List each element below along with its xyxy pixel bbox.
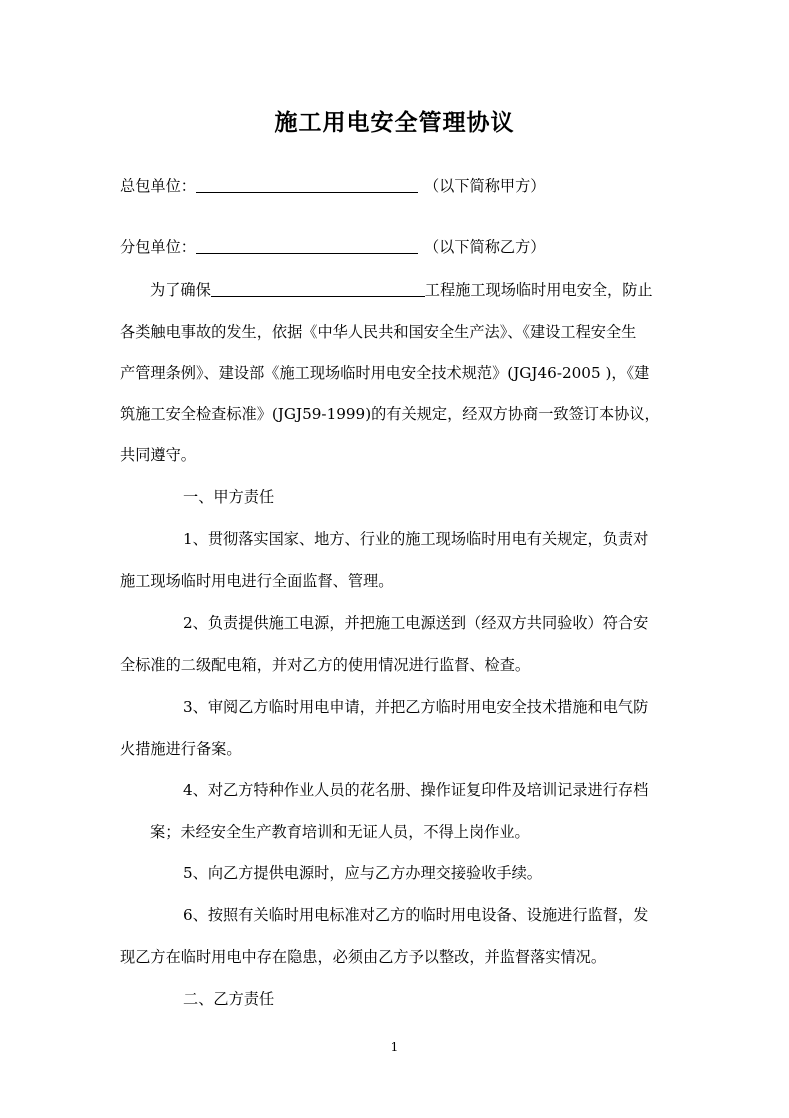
party-b-blank[interactable] — [196, 238, 418, 254]
party-a-label: 总包单位： — [120, 177, 196, 195]
item1-line-1: 1、贯彻落实国家、地方、行业的施工现场临时用电有关规定，负责对 — [183, 530, 649, 548]
item5-line-1: 5、向乙方提供电源时，应与乙方办理交接验收手续。 — [183, 864, 542, 882]
intro-line-1 — [150, 279, 653, 300]
intro-line-4: 筑施工安全检查标准》(JGJ59-1999)的有关规定，经双方协商一致签订本协议， — [120, 405, 660, 423]
item3-line-2: 火措施进行备案。 — [120, 740, 242, 758]
section2-heading: 二、乙方责任 — [183, 990, 275, 1008]
section1-heading: 一、甲方责任 — [183, 488, 275, 506]
page-number: 1 — [390, 1040, 399, 1054]
party-b-label: 分包单位： — [120, 238, 196, 256]
party-a-blank[interactable] — [196, 177, 418, 193]
document-title: 施工用电安全管理协议 — [274, 109, 515, 136]
item2-line-2: 全标准的二级配电箱，并对乙方的使用情况进行监督、检查。 — [120, 656, 531, 674]
item6-line-2: 现乙方在临时用电中存在隐患，必须由乙方予以整改，并监督落实情况。 — [120, 948, 606, 966]
intro-line-5: 共同遵守。 — [120, 446, 196, 464]
party-a-suffix: （以下简称甲方） — [423, 177, 546, 195]
item4-line-2: 案；未经安全生产教育培训和无证人员，不得上岗作业。 — [150, 823, 530, 841]
intro-l1-rest: 工程施工现场临时用电安全，防止 — [424, 281, 653, 299]
item3-line-1: 3、审阅乙方临时用电申请，并把乙方临时用电安全技术措施和电气防 — [183, 698, 649, 716]
item4-line-1: 4、对乙方特种作业人员的花名册、操作证复印件及培训记录进行存档 — [183, 781, 649, 799]
item6-line-1: 6、按照有关临时用电标准对乙方的临时用电设备、设施进行监督，发 — [183, 906, 649, 924]
party-a-line — [120, 175, 545, 196]
intro-prefix: 为了确保 — [150, 281, 211, 299]
item2-line-1: 2、负责提供施工电源，并把施工电源送到（经双方共同验收）符合安 — [183, 614, 649, 632]
intro-line-3: 产管理条例》、建设部《施工现场临时用电安全技术规范》(JGJ46-2005 )，《建 — [120, 364, 650, 382]
party-b-line — [120, 236, 545, 257]
party-b-suffix: （以下简称乙方） — [423, 238, 546, 256]
project-name-blank[interactable] — [211, 281, 425, 297]
item1-line-2: 施工现场临时用电进行全面监督、管理。 — [120, 572, 394, 590]
intro-line-2: 各类触电事故的发生，依据《中华人民共和国安全生产法》、《建设工程安全生 — [120, 323, 637, 341]
